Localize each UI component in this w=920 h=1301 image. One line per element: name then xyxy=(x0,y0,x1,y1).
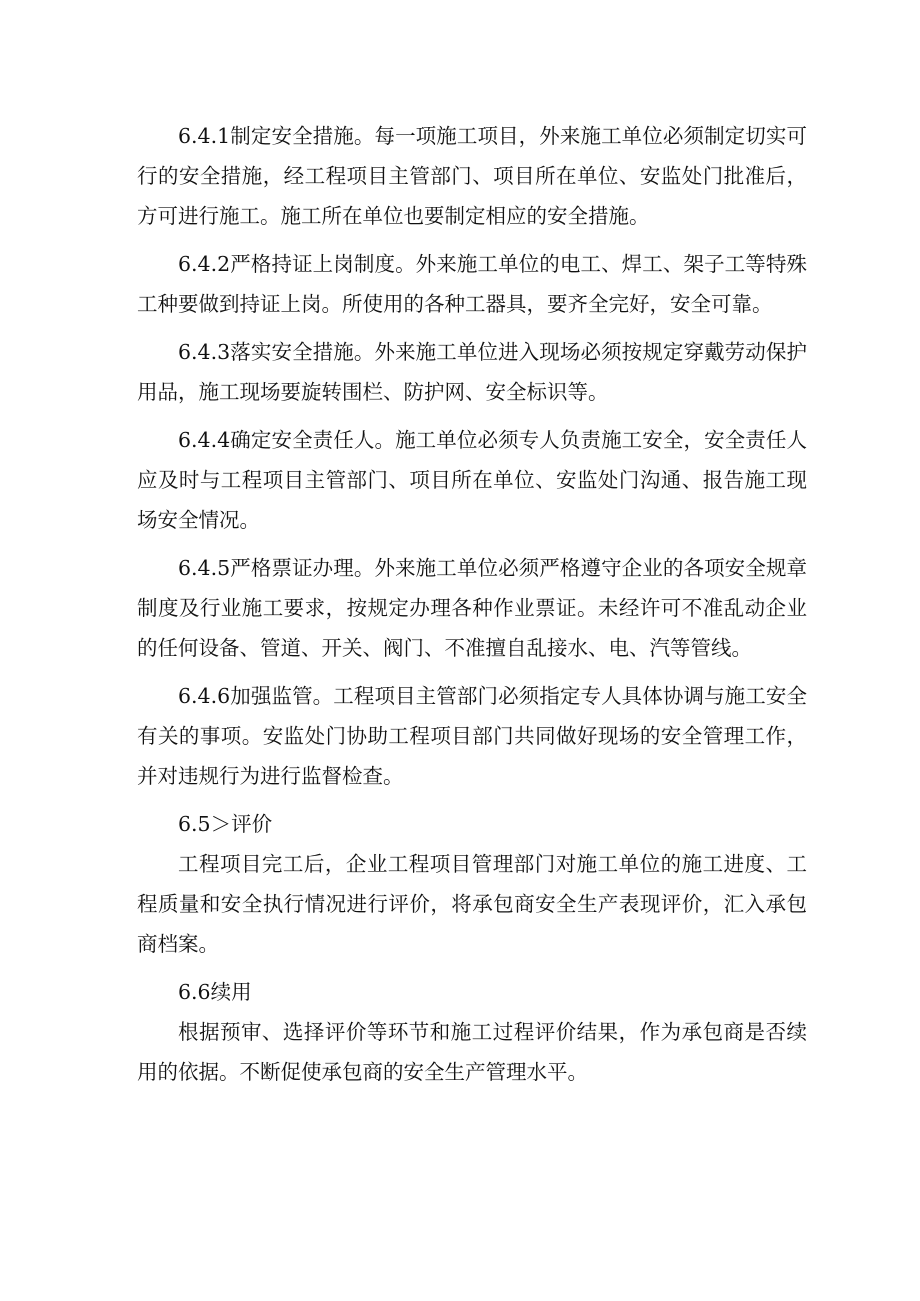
paragraph-6-4-2: 6.4.2严格持证上岗制度。外来施工单位的电工、焊工、架子工等特殊工种要做到持证上岗。所使用的各种工器具，要齐全完好，安全可靠。 xyxy=(137,252,807,316)
paragraph-6-4-3: 6.4.3落实安全措施。外来施工单位进入现场必须按规定穿戴劳动保护用品，施工现场要旋转围栏、防护网、安全标识等。 xyxy=(137,340,807,404)
document-body xyxy=(137,116,807,1092)
section-heading-6-5: 6.5＞评价 xyxy=(178,812,273,836)
paragraph-6-4-6: 6.4.6加强监管。工程项目主管部门必须指定专人具体协调与施工安全有关的事项。安监处门协助工程项目部门共同做好现场的安全管理工作，并对违规行为进行监督检查。 xyxy=(137,684,807,788)
paragraph-6-4-1: 6.4.1制定安全措施。每一项施工项目，外来施工单位必须制定切实可行的安全措施，经工程项目主管部门、项目所在单位、安监处门批准后，方可进行施工。施工所在单位也要制定相应的安全措施。 xyxy=(137,124,807,228)
paragraph-6-6: 根据预审、选择评价等环节和施工过程评价结果，作为承包商是否续用的依据。不断促使承包商的安全生产管理水平。 xyxy=(137,1020,807,1084)
section-heading-6-6: 6.6续用 xyxy=(178,980,252,1004)
paragraph-6-5: 工程项目完工后，企业工程项目管理部门对施工单位的施工进度、工程质量和安全执行情况进行评价，将承包商安全生产表现评价，汇入承包商档案。 xyxy=(137,852,807,956)
paragraph-6-4-4: 6.4.4确定安全责任人。施工单位必须专人负责施工安全，安全责任人应及时与工程项目主管部门、项目所在单位、安监处门沟通、报告施工现场安全情况。 xyxy=(137,428,807,532)
paragraph-6-4-5: 6.4.5严格票证办理。外来施工单位必须严格遵守企业的各项安全规章制度及行业施工要求，按规定办理各种作业票证。未经许可不准乱动企业的任何设备、管道、开关、阀门、不准擅自乱接水、电、汽等管线。 xyxy=(137,556,807,660)
